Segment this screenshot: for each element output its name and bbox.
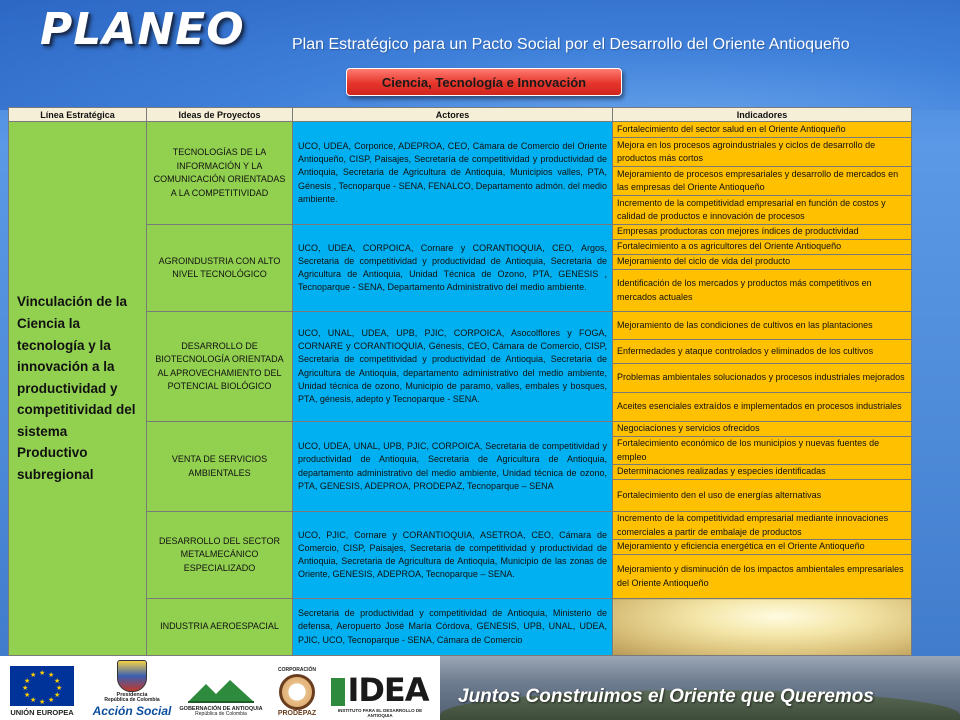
indicador: Mejoramiento de las condiciones de cultivos en las plantaciones [613, 312, 912, 340]
page-subtitle: Plan Estratégico para un Pacto Social por el Desarrollo del Oriente Antioqueño [292, 36, 850, 53]
indicador: Aceites esenciales extraídos e implementados en procesos industriales [613, 393, 912, 422]
indicador: Identificación de los mercados y productos más competitivos en mercados actuales [613, 270, 912, 312]
idea-caption: INSTITUTO PARA EL DESARROLLO DE ANTIOQUIA [337, 707, 423, 718]
indicador: Mejoramiento y disminución de los impactos ambientales empresariales del Oriente Antioqueño [613, 555, 912, 599]
colombia-shield-icon [117, 660, 147, 692]
actores-cell: UCO, UDEA, UNAL, UPB, PJIC, CORPOICA, Secretaria de competitividad y productividad de Antioquia, Secretaria de Agricultura de Antioquia, departamento administrativo del medio ambiente, Unidad técnica de ozono, PTA, GENESIS, ADEPROA, PRODEPAZ, Tecnoparque – SENA [293, 422, 613, 512]
prodepaz-caption: PRODEPAZ [277, 709, 317, 717]
indicador: Empresas productoras con mejores índices de productividad [613, 225, 912, 240]
indicador: Fortalecimiento den el uso de energías alternativas [613, 480, 912, 512]
indicador: Determinaciones realizadas y especies identificadas [613, 465, 912, 480]
indicador: Fortalecimiento económico de los municipios y nuevas fuentes de empleo [613, 437, 912, 465]
accion-social-logo [90, 660, 174, 718]
idea-text: IDEA [347, 670, 429, 709]
idea-proyecto: DESARROLLO DE BIOTECNOLOGÍA ORIENTADA AL APROVECHAMIENTO DEL POTENCIAL BIOLÓGICO [147, 312, 293, 422]
prodepaz-circle-icon [279, 674, 315, 710]
indicador: Fortalecimiento a os agricultores del Oriente Antioqueño [613, 240, 912, 255]
indicador: Incremento de la competitividad empresarial en función de costos y calidad de productos e innovación de procesos [613, 196, 912, 225]
indicador: Mejoramiento y eficiencia energética en el Oriente Antioqueño [613, 540, 912, 555]
header-actores: Actores [293, 108, 613, 122]
indicador: Fortalecimiento del sector salud en el Oriente Antioqueño [613, 122, 912, 138]
idea-logo [330, 660, 430, 718]
idea-proyecto: VENTA DE SERVICIOS AMBIENTALES [147, 422, 293, 512]
actores-cell: Secretaria de productividad y competitividad de Antioquia, Ministerio de defensa, Aeropuerto José María Córdova, GENESIS, UPB, UNAL, UDEA, PJIC, UCO, Tecnoparque - SENA, Cámara de Comercio [293, 599, 613, 656]
indicador: Negociaciones y servicios ofrecidos [613, 422, 912, 437]
indicador: Incremento de la competitividad empresarial mediante innovaciones comerciales a partir de embalaje de productos [613, 512, 912, 540]
indicador: Mejoramiento del ciclo de vida del producto [613, 255, 912, 270]
indicador-empty-image [613, 599, 912, 656]
linea-estrategica: Vinculación de la Ciencia la tecnología y la innovación a la productividad y competitividad del sistema Productivo subregional [9, 122, 147, 656]
presidencia-sub: República de Colombia [104, 697, 160, 704]
idea-proyecto: INDUSTRIA AEROESPACIAL [147, 599, 293, 656]
indicador: Mejora en los procesos agroindustriales y ciclos de desarrollo de productos más cortos [613, 138, 912, 167]
idea-green-bar-icon [331, 678, 345, 706]
prodepaz-top: CORPORACIÓN [277, 667, 317, 674]
section-tab-ciencia[interactable]: Ciencia, Tecnología e Innovación [346, 68, 622, 96]
gobernacion-caption: GOBERNACIÓN DE ANTIOQUIA [179, 705, 263, 712]
gobernacion-sub: República de Colombia [195, 711, 247, 718]
antioquia-mountains-icon [186, 678, 256, 704]
actores-cell: UCO, PJIC, Cornare y CORANTIOQUIA, ASETROA, CEO, Cámara de Comercio, CISP, Paisajes, Secretaria de competitividad y productividad de Antioquia, Secretaria de Agricultura de Antioquia, Municipio de las zonas de Oriente, GENESIS, ADEPROA, Tecnoparque – SENA. [293, 512, 613, 599]
eu-caption: UNIÓN EUROPEA [10, 708, 74, 718]
indicador: Problemas ambientales solucionados y procesos industriales mejorados [613, 364, 912, 393]
idea-wordmark [331, 670, 429, 709]
strategy-table [8, 107, 912, 656]
gobernacion-logo [178, 660, 264, 718]
footer-slogan: Juntos Construimos el Oriente que Queremos [458, 686, 874, 707]
prodepaz-logo [270, 660, 324, 718]
table-header-row [9, 108, 912, 122]
idea-proyecto: AGROINDUSTRIA CON ALTO NIVEL TECNOLÓGICO [147, 225, 293, 312]
header-linea: Línea Estratégica [9, 108, 147, 122]
accion-social-wordmark: Acción Social [92, 704, 172, 718]
idea-proyecto: DESARROLLO DEL SECTOR METALMECÁNICO ESPECIALIZADO [147, 512, 293, 599]
table-row [9, 122, 912, 138]
indicador: Mejoramiento de procesos empresariales y desarrollo de mercados en las empresas del Oriente Antioqueño [613, 167, 912, 196]
planeo-logo-title: PLANEO [40, 4, 245, 55]
header-ideas: Ideas de Proyectos [147, 108, 293, 122]
actores-cell: UCO, UDEA, Corporice, ADEPROA, CEO, Cámara de Comercio del Oriente Antioqueño, CISP, Paisajes, Secretaría de competitividad y productividad de Antioquia, Secretaria de Agricultura de Antioquia, Municipios valles, PTA, Génesis , Tecnoparque - SENA, FENALCO, Departamento admón. del medio ambiente. [293, 122, 613, 225]
presidencia-caption: Presidencia [116, 691, 148, 698]
actores-cell: UCO, UDEA, CORPOICA, Cornare y CORANTIOQUIA, CEO, Argos, Secretaria de competitividad y productividad de Antioquia, Secretaria de Agricultura de Antioquia, Unidad Técnica de Ozono, PTA, GENESIS , Tecnoparque - SENA, Departamento Administrativo del medio ambiente. [293, 225, 613, 312]
indicador: Enfermedades y ataque controlados y eliminados de los cultivos [613, 340, 912, 364]
actores-cell: UCO, UNAL, UDEA, UPB, PJIC, CORPOICA, Asocolflores y FOGA, CORNARE y CORANTIOQUIA, Génesis, CEO, Cámara de Comercio, CISP, Secretaria de competitividad y productividad de Antioquia, Secretaria de Agricultura de Antioquia, departamento administrativo del medio ambiente, Unidad técnica de ozono, Municipio de paramo, valles, embales y bosques, PTA, génesis, adepto y Tecnoparque - SENA. [293, 312, 613, 422]
eu-logo [6, 660, 78, 718]
eu-flag-icon: ★ ★ ★ ★ ★ ★ ★ ★ ★ ★ ★ ★ [10, 666, 74, 706]
header-indicadores: Indicadores [613, 108, 912, 122]
idea-proyecto: TECNOLOGÍAS DE LA INFORMACIÓN Y LA COMUNICACIÓN ORIENTADAS A LA COMPETITIVIDAD [147, 122, 293, 225]
